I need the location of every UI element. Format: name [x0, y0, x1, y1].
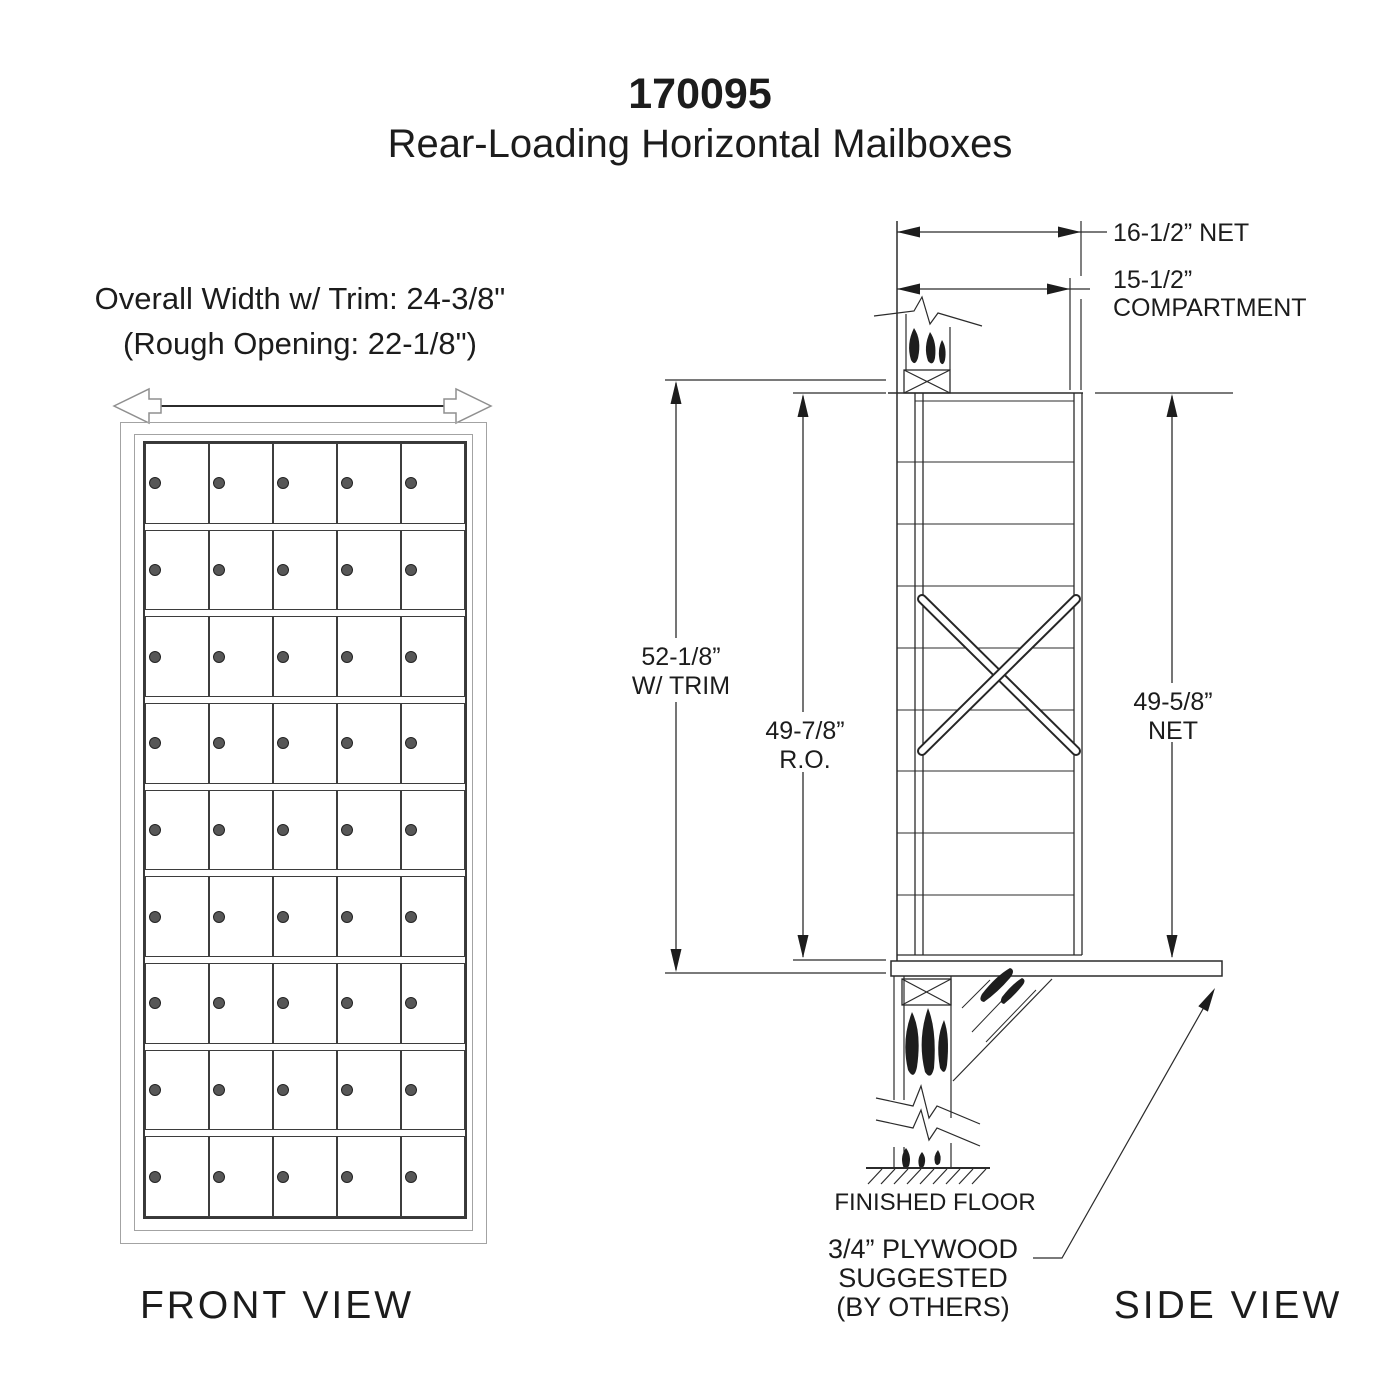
lock-dot [405, 564, 417, 576]
model-number: 170095 [628, 70, 772, 118]
mailbox-door [209, 1050, 273, 1131]
lock-dot [341, 651, 353, 663]
cabinet-side-section [888, 393, 1083, 955]
compartment-width-value: 15-1/2” [1113, 266, 1193, 294]
mailbox-door [209, 876, 273, 957]
lock-dot [405, 1171, 417, 1183]
net-height-value: 49-5/8” [1133, 688, 1213, 716]
lock-dot [277, 911, 289, 923]
lock-dot [341, 824, 353, 836]
lock-dot [341, 997, 353, 1009]
lock-dot [149, 477, 161, 489]
mailbox-door [273, 616, 337, 697]
mailbox-door [209, 616, 273, 697]
mailbox-door [337, 876, 401, 957]
mailbox-door [337, 1050, 401, 1131]
mailbox-door [145, 703, 209, 784]
front-width-arrow [114, 389, 491, 423]
mailbox-door [401, 443, 465, 524]
floor-hatch [866, 1168, 990, 1184]
mailbox-door [337, 790, 401, 871]
lock-dot [341, 564, 353, 576]
mailbox-door [145, 616, 209, 697]
mailbox-door [337, 703, 401, 784]
lock-dot [213, 997, 225, 1009]
trim-height-word: W/ TRIM [631, 672, 731, 700]
dim-net-height [1095, 393, 1233, 958]
mailbox-door [209, 703, 273, 784]
mailbox-door [337, 1136, 401, 1217]
plywood-note-line2: SUGGESTED [838, 1263, 1008, 1293]
mailbox-door [273, 703, 337, 784]
x-brace [922, 599, 1076, 751]
mailbox-door [273, 876, 337, 957]
net-height-word: NET [1148, 717, 1198, 745]
lock-dot [405, 651, 417, 663]
lock-dot [405, 477, 417, 489]
side-view-caption: SIDE VIEW [1113, 1284, 1343, 1327]
lock-dot [213, 824, 225, 836]
lock-dot [277, 477, 289, 489]
finished-floor-label: FINISHED FLOOR [834, 1189, 1036, 1216]
lock-dot [213, 1084, 225, 1096]
mailbox-door [401, 530, 465, 611]
mailbox-door [401, 963, 465, 1044]
compartment-width-word: COMPARTMENT [1113, 294, 1307, 322]
lock-dot [213, 737, 225, 749]
mailbox-door [145, 530, 209, 611]
mailbox-door [273, 790, 337, 871]
net-height-dimension [1093, 688, 1253, 746]
lock-dot [405, 824, 417, 836]
lock-dot [277, 651, 289, 663]
mailbox-door [273, 963, 337, 1044]
lock-dot [213, 1171, 225, 1183]
plywood-shelf [891, 961, 1222, 976]
mailbox-door [273, 443, 337, 524]
mailbox-door [337, 443, 401, 524]
mailbox-door [273, 1050, 337, 1131]
lock-dot [405, 911, 417, 923]
plywood-note [783, 1235, 1063, 1322]
mailbox-door [209, 963, 273, 1044]
rough-opening-height-value: 49-7/8” [765, 717, 845, 745]
lock-dot [213, 651, 225, 663]
trim-height-value: 52-1/8” [641, 643, 721, 671]
front-view-caption: FRONT VIEW [139, 1284, 415, 1327]
overall-width-text: Overall Width w/ Trim: 24-3/8" [94, 281, 506, 316]
lock-dot [149, 651, 161, 663]
mailbox-door-grid [143, 441, 467, 1219]
mailbox-door [401, 1050, 465, 1131]
plywood-leader [1033, 988, 1215, 1258]
lock-dot [341, 1171, 353, 1183]
lock-dot [405, 1084, 417, 1096]
rough-opening-height-word: R.O. [779, 746, 831, 774]
net-width-dimension: 16-1/2” NET [1113, 219, 1250, 247]
compartment-width-dimension [1113, 266, 1307, 322]
rough-opening-text: (Rough Opening: 22-1/8") [123, 326, 477, 361]
lock-dot [277, 1171, 289, 1183]
mailbox-door [273, 530, 337, 611]
lock-dot [277, 564, 289, 576]
lock-dot [213, 477, 225, 489]
dim-net-width [897, 221, 1107, 390]
mailbox-door [209, 790, 273, 871]
mailbox-door [273, 1136, 337, 1217]
lock-dot [149, 1084, 161, 1096]
lock-dot [277, 737, 289, 749]
mailbox-door [145, 443, 209, 524]
lock-dot [277, 824, 289, 836]
wall-structure-bottom [876, 968, 1052, 1169]
lock-dot [213, 911, 225, 923]
mailbox-door [145, 963, 209, 1044]
lock-dot [149, 564, 161, 576]
wall-structure-top [874, 221, 982, 961]
mailbox-door [145, 1136, 209, 1217]
rough-opening-height-dimension [725, 717, 885, 775]
lock-dot [213, 564, 225, 576]
dim-ro-height [793, 393, 886, 960]
lock-dot [277, 1084, 289, 1096]
mailbox-door [401, 703, 465, 784]
mailbox-door [145, 790, 209, 871]
lock-dot [149, 824, 161, 836]
mailbox-door [209, 530, 273, 611]
mailbox-door [401, 790, 465, 871]
plywood-note-line3: (BY OTHERS) [836, 1292, 1010, 1322]
dim-compartment-width [897, 278, 1090, 390]
mailbox-door [401, 1136, 465, 1217]
plywood-note-line1: 3/4” PLYWOOD [827, 1234, 1019, 1264]
mailbox-door [337, 616, 401, 697]
lock-dot [405, 737, 417, 749]
lock-dot [405, 997, 417, 1009]
lock-dot [149, 1171, 161, 1183]
trim-height-dimension [601, 643, 761, 701]
mailbox-door [401, 616, 465, 697]
drawing-title: Rear-Loading Horizontal Mailboxes [387, 122, 1013, 166]
lock-dot [277, 997, 289, 1009]
lock-dot [341, 911, 353, 923]
lock-dot [149, 911, 161, 923]
mailbox-door [145, 1050, 209, 1131]
lock-dot [149, 997, 161, 1009]
lock-dot [149, 737, 161, 749]
mailbox-door [337, 963, 401, 1044]
mailbox-door [337, 530, 401, 611]
lock-dot [341, 737, 353, 749]
mailbox-door [209, 1136, 273, 1217]
lock-dot [341, 1084, 353, 1096]
mailbox-door [145, 876, 209, 957]
lock-dot [341, 477, 353, 489]
mailbox-door [209, 443, 273, 524]
mailbox-door [401, 876, 465, 957]
